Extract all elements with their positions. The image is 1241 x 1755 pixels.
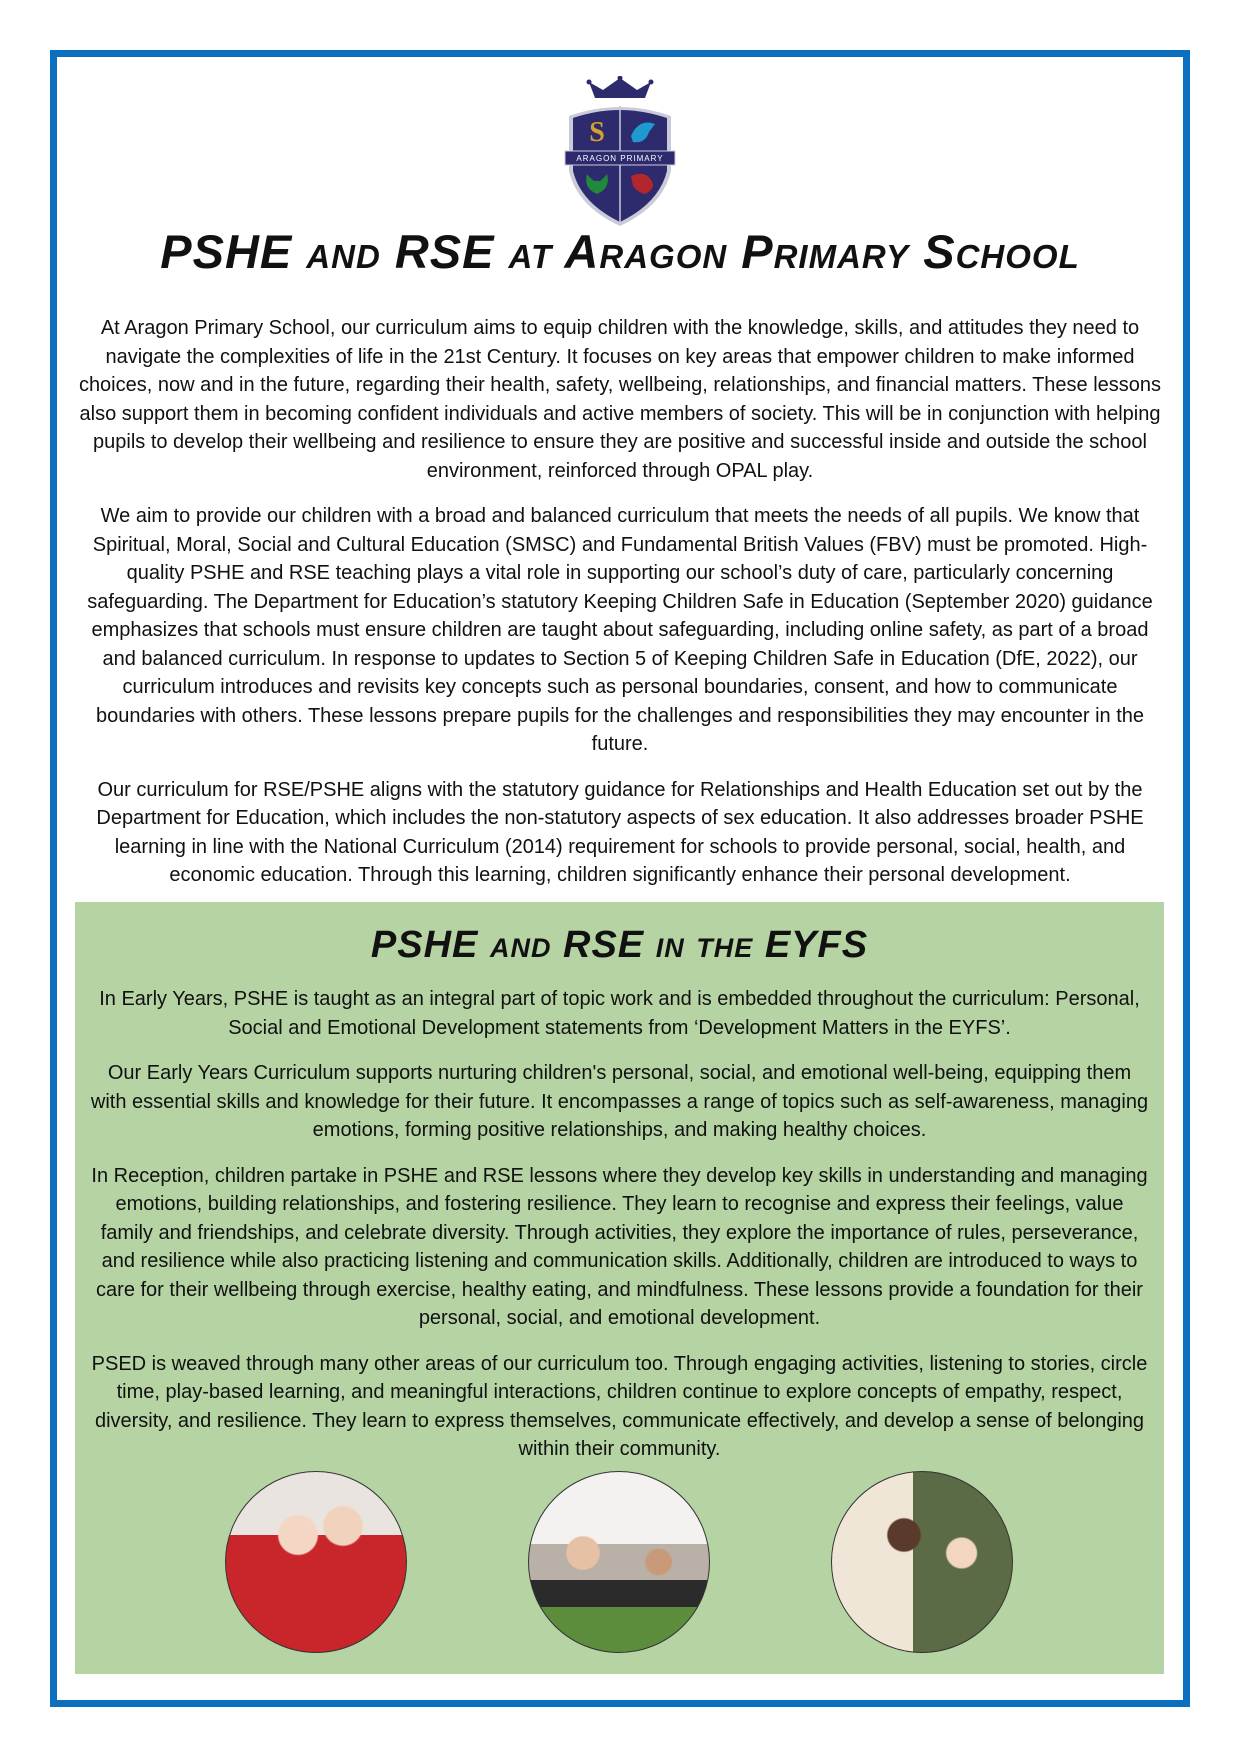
eyfs-paragraph: In Reception, children partake in PSHE and RSE lessons where they develop key skills in understanding and managing emotions, building relationships, and fostering resilience. They learn to recognise and express their feelings, value family and friendships, and celebrate diversity. Through activities, they explore the importance of rules, perseverance, and resilience while also practicing listening and communication skills. Additionally, children are introduced to ways to care for their wellbeing through exercise, healthy eating, and mindfulness. These lessons provide a foundation for their personal, social, and emotional development. [91, 1164, 1148, 1329]
eyfs-paragraph: Our Early Years Curriculum supports nurturing children's personal, social, and emotional well-being, equipping them with essential skills and knowledge for their future. It encompasses a range of topics such as self-awareness, managing emotions, forming positive relationships, and making healthy choices. [90, 1062, 1149, 1141]
intro-paragraph: Our curriculum for RSE/PSHE aligns with the statutory guidance for Relationships and Health Education set out by the Department for Education, which includes the non-statutory aspects of sex education. It also addresses broader PSHE learning in line with the National Curriculum (2014) requirement for schools to provide personal, social, health, and economic education. Through this learning, children significantly enhance their personal development. [96, 778, 1144, 886]
page-title: PSHE and RSE at Aragon Primary School [160, 225, 1080, 278]
photo-children-activity-3 [831, 1471, 1013, 1653]
eyfs-paragraph: In Early Years, PSHE is taught as an integral part of topic work and is embedded throughout the curriculum: Personal, Social and Emotional Development statements from ‘Development Matters in the EYFS’. [99, 988, 1140, 1039]
svg-text:S: S [589, 117, 605, 148]
photo-children-activity-2 [528, 1471, 710, 1653]
photo-children-activity-1 [225, 1471, 407, 1653]
school-crest-logo [559, 76, 681, 228]
svg-text:ARAGON PRIMARY: ARAGON PRIMARY [576, 154, 664, 163]
intro-paragraph: At Aragon Primary School, our curriculum aims to equip children with the knowledge, skills, and attitudes they need to navigate the complexities of life in the 21st Century. It focuses on key areas that empower children to make informed choices, now and in the future, regarding their health, safety, wellbeing, relationships, and financial matters. These lessons also support them in becoming confident individuals and active members of society. This will be in conjunction with helping pupils to develop their wellbeing and resilience to ensure they are positive and successful inside and outside the school environment, reinforced through OPAL play. [78, 317, 1162, 482]
intro-section [76, 314, 1164, 907]
eyfs-heading: PSHE and RSE in the EYFS [370, 924, 869, 966]
intro-paragraph: We aim to provide our children with a broad and balanced curriculum that meets the needs of all pupils. We know that Spiritual, Moral, Social and Cultural Education (SMSC) and Fundamental British Values (FBV) must be promoted. High-quality PSHE and RSE teaching plays a vital role in supporting our school’s duty of care, particularly concerning safeguarding. The Department for Education’s statutory Keeping Children Safe in Education (September 2020) guidance emphasizes that schools must ensure children are taught about safeguarding, including online safety, as part of a broad and balanced curriculum. In response to updates to Section 5 of Keeping Children Safe in Education (DfE, 2022), our curriculum introduces and revisits key concepts such as personal boundaries, consent, and how to communicate boundaries with others. These lessons prepare pupils for the challenges and responsibilities they may encounter in the future. [87, 505, 1153, 755]
eyfs-paragraph: PSED is weaved through many other areas of our curriculum too. Through engaging activities, listening to stories, circle time, play-based learning, and meaningful interactions, children continue to explore concepts of empathy, respect, diversity, and resilience. They learn to express themselves, communicate effectively, and develop a sense of belonging within their community. [91, 1352, 1148, 1460]
